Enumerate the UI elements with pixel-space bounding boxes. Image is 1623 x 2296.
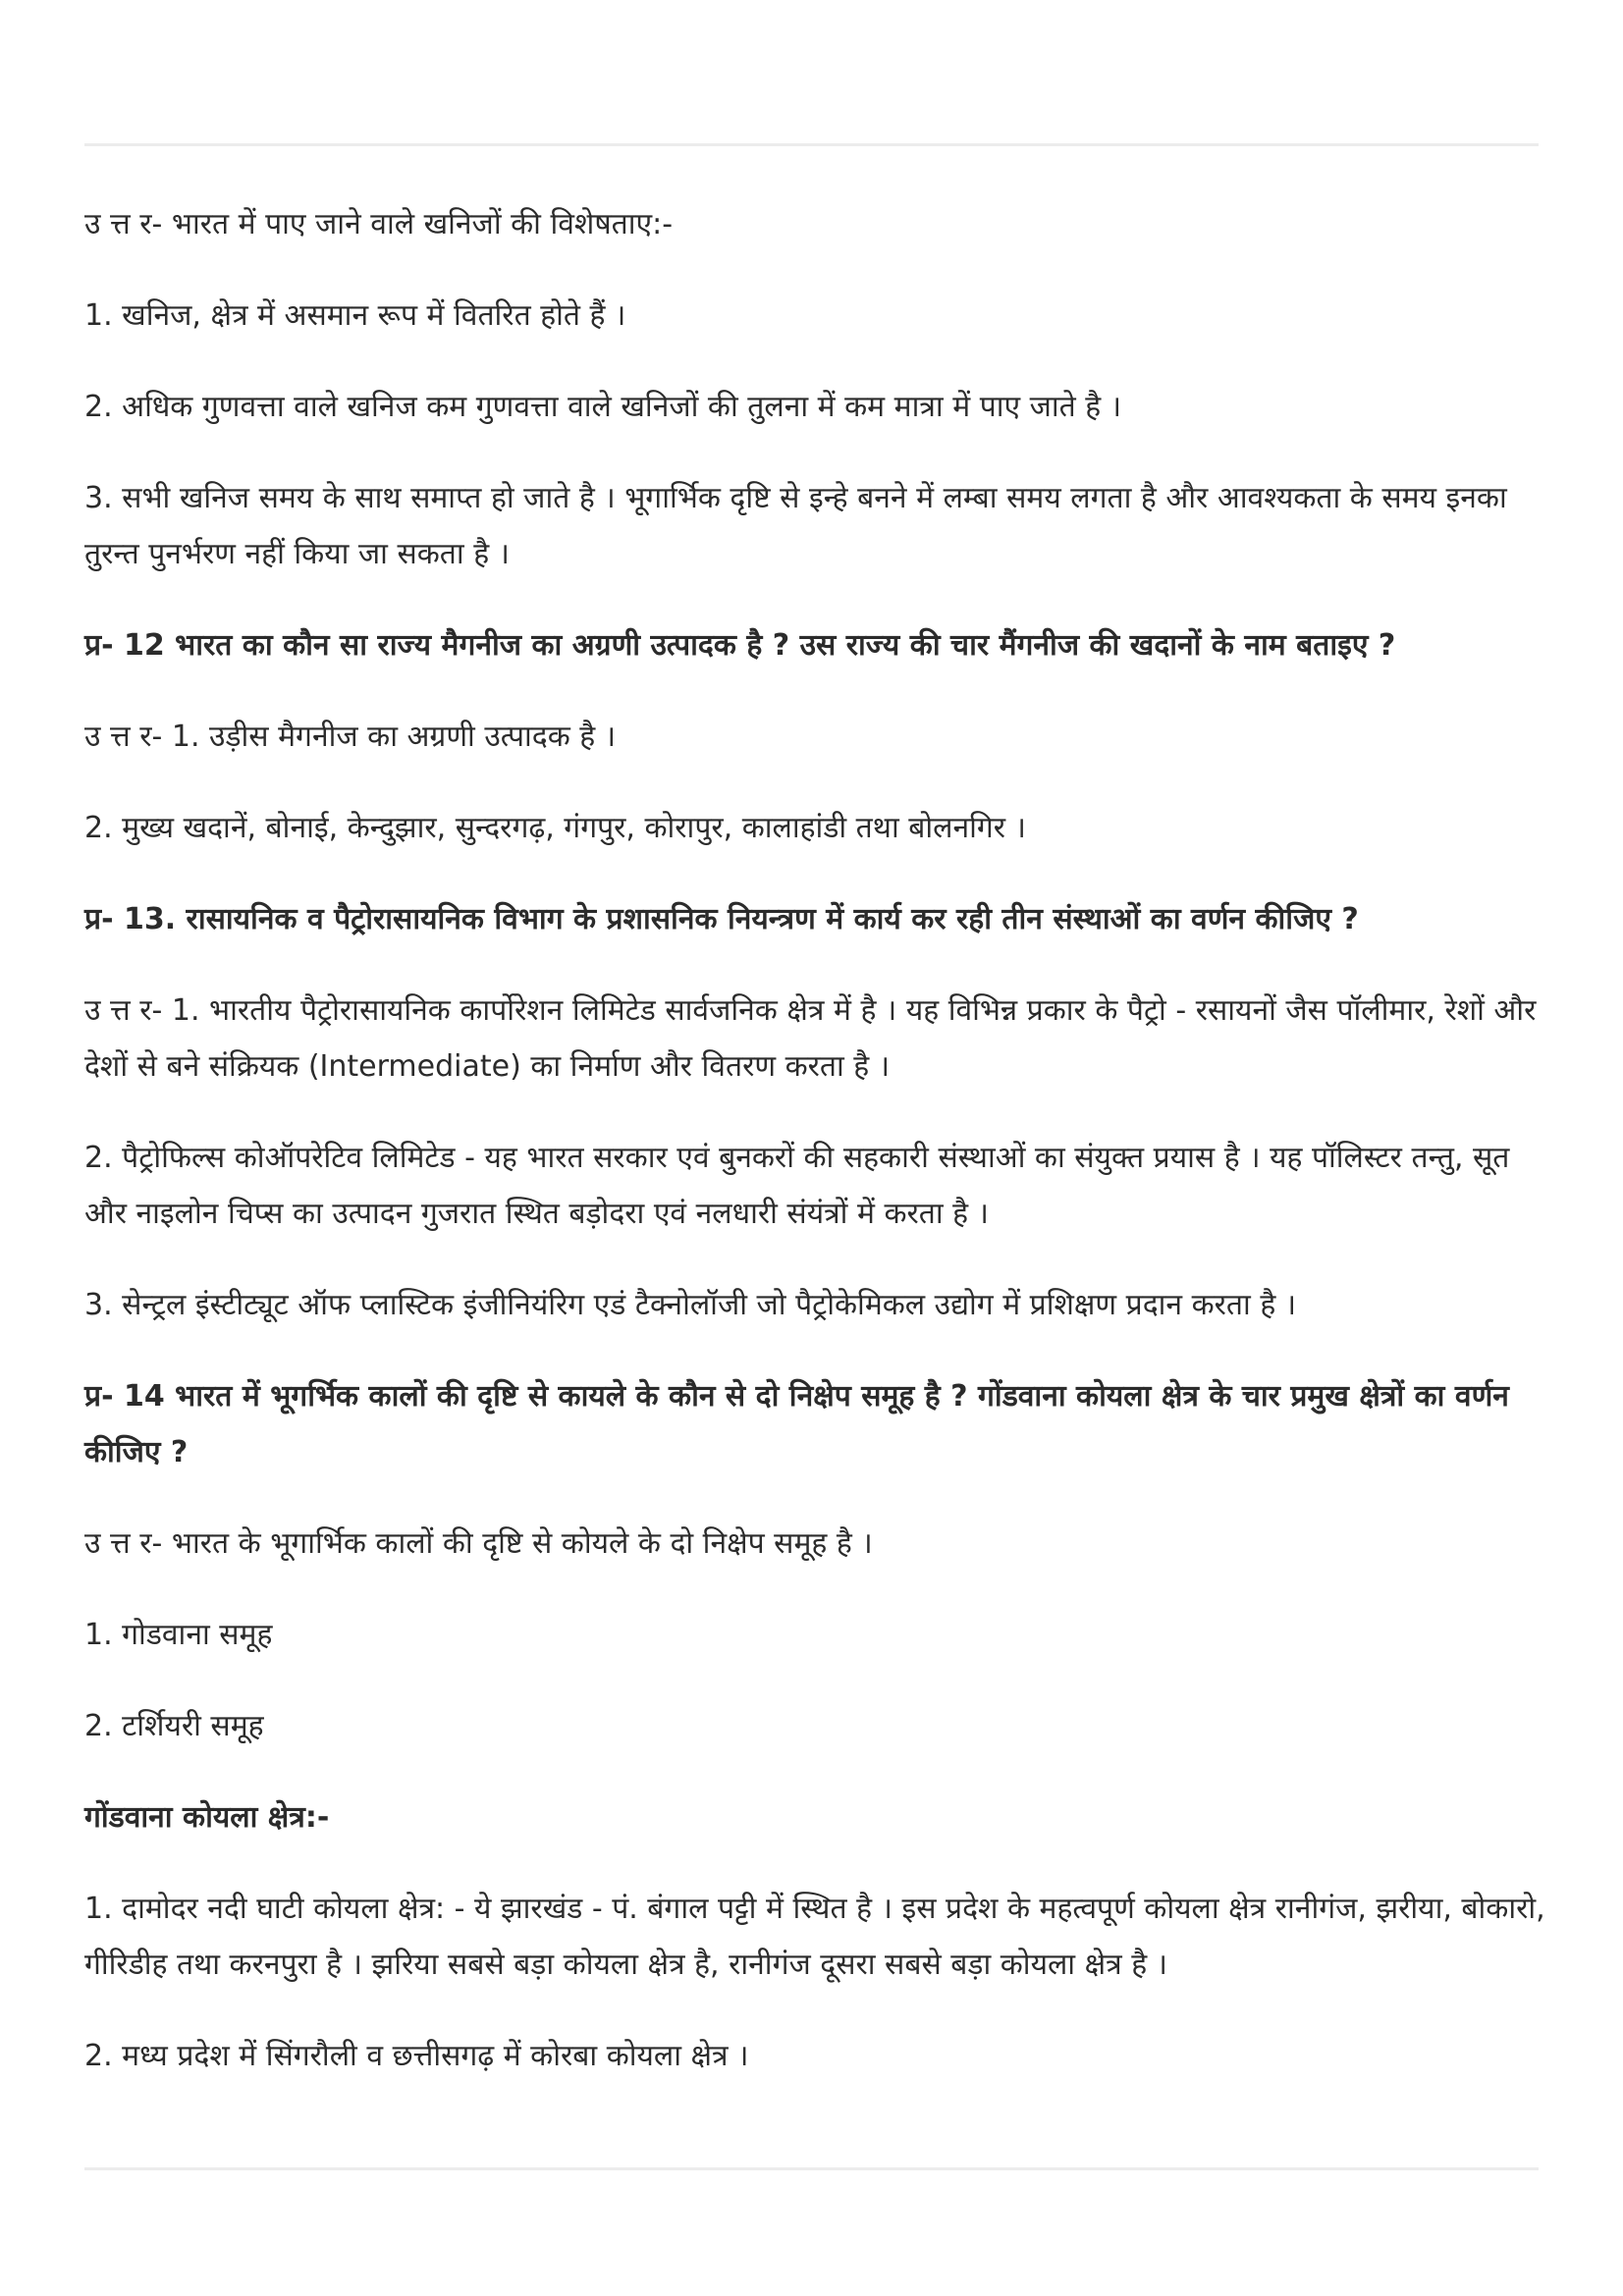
- answer-13-point-1: उ त्त र- 1. भारतीय पैट्रोरासायनिक कार्पोरेशन लिमिटेड सार्वजनिक क्षेत्र में है । यह विभिन्न प्रकार के पैट्रो - रसायनों जैस पॉलीमार, रेशों और देशों से बने संक्रियक (Intermediate) का निर्माण और वितरण करता है ।: [84, 993, 1537, 1084]
- document-body: [84, 196, 1547, 2119]
- gondwana-point-1: 1. दामोदर नदी घाटी कोयला क्षेत्र: - ये झारखंड - पं. बंगाल पट्टी में स्थित है । इस प्रदेश के महत्वपूर्ण कोयला क्षेत्र रानीगंज, झरीया, बोकारो, गीरिडीह तथा करनपुरा है । झरिया सबसे बड़ा कोयला क्षेत्र है, रानीगंज दूसरा सबसे बड़ा कोयला क्षेत्र है ।: [84, 1892, 1545, 1982]
- answer-14-group-1: 1. गोडवाना समूह: [84, 1618, 273, 1652]
- answer-12-point-2: 2. मुख्य खदानें, बोनाई, केन्दुझार, सुन्दरगढ़, गंगपुर, कोरापुर, कालाहांडी तथा बोलनगिर ।: [84, 811, 1026, 845]
- answer-11-point-1: 1. खनिज, क्षेत्र में असमान रूप में वितरित होते हैं ।: [84, 298, 626, 333]
- answer-13-point-2: 2. पैट्रोफिल्स कोऑपरेटिव लिमिटेड - यह भारत सरकार एवं बुनकरों की सहकारी संस्थाओं का संयुक्त प्रयास है । यह पॉलिस्टर तन्तु, सूत और नाइलोन चिप्स का उत्पादन गुजरात स्थित बड़ोदरा एवं नलधारी संयंत्रों में करता है ।: [84, 1141, 1510, 1231]
- question-13: प्र- 13. रासायनिक व पैट्रोरासायनिक विभाग के प्रशासनिक नियन्त्रण में कार्य कर रही तीन संस्थाओं का वर्णन कीजिए ?: [84, 902, 1359, 936]
- answer-11-intro: उ त्त र- भारत में पाए जाने वाले खनिजों की विशेषताए:-: [84, 207, 674, 241]
- top-divider: [84, 143, 1539, 146]
- question-14: प्र- 14 भारत में भूगर्भिक कालों की दृष्टि से कायले के कौन से दो निक्षेप समूह है ? गोंडवाना कोयला क्षेत्र के चार प्रमुख क्षेत्रों का वर्णन कीजिए ?: [84, 1379, 1509, 1469]
- answer-14-group-2: 2. टर्शियरी समूह: [84, 1709, 264, 1743]
- answer-11-point-2: 2. अधिक गुणवत्ता वाले खनिज कम गुणवत्ता वाले खनिजों की तुलना में कम मात्रा में पाए जाते है ।: [84, 390, 1122, 424]
- answer-14-intro: उ त्त र- भारत के भूगार्भिक कालों की दृष्टि से कोयले के दो निक्षेप समूह है ।: [84, 1526, 873, 1561]
- gondwana-point-2: 2. मध्य प्रदेश में सिंगरौली व छत्तीसगढ़ में कोरबा कोयला क्षेत्र ।: [84, 2039, 749, 2073]
- answer-11-point-3: 3. सभी खनिज समय के साथ समाप्त हो जाते है । भूगार्भिक दृष्टि से इन्हे बनने में लम्बा समय लगता है और आवश्यकता के समय इनका तुरन्त पुनर्भरण नहीं किया जा सकता है ।: [84, 481, 1507, 571]
- bottom-divider: [84, 2167, 1539, 2170]
- question-12: प्र- 12 भारत का कौन सा राज्य मैगनीज का अग्रणी उत्पादक है ? उस राज्य की चार मैंगनीज की खदानों के नाम बताइए ?: [84, 628, 1396, 663]
- gondwana-heading: गोंडवाना कोयला क्षेत्र:-: [84, 1800, 330, 1835]
- answer-13-point-3: 3. सेन्ट्रल इंस्टीट्यूट ऑफ प्लास्टिक इंजीनियंरिग एडं टैक्नोलॉजी जो पैट्रोकेमिकल उद्योग में प्रशिक्षण प्रदान करता है ।: [84, 1288, 1297, 1322]
- answer-12-point-1: उ त्त र- 1. उड़ीस मैगनीज का अग्रणी उत्पादक है ।: [84, 720, 617, 754]
